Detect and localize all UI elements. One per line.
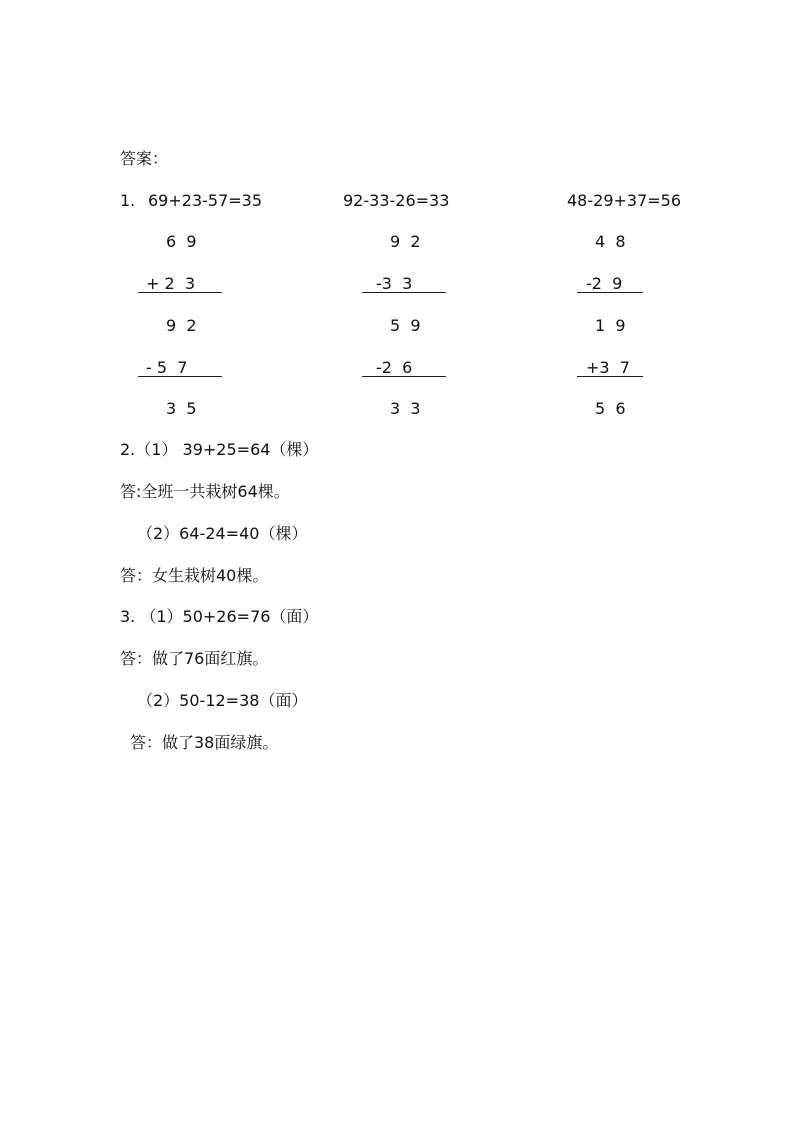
q3-part2-answer: 答：做了38面绿旗。 [130,733,279,752]
col1-line-1 [138,292,222,293]
q1-number: 1. [120,191,136,210]
q1-equation-2: 92-33-26=33 [343,191,450,210]
col2-row4: -2 6 [376,358,413,377]
col1-row4: - 5 7 [146,358,188,377]
col3-row5: 5 6 [595,399,626,418]
col2-row2: -3 3 [376,274,413,293]
col1-row2: + 2 3 [146,274,196,293]
q1-equation-1: 69+23-57=35 [148,191,263,210]
col3-row3: 1 9 [595,316,626,335]
col1-row1: 6 9 [166,232,197,251]
col2-line-2 [362,376,446,377]
q3-part2-equation: （2）50-12=38（面） [137,691,308,710]
q3-part1-answer: 答：做了76面红旗。 [120,649,269,668]
q2-part2-equation: （2）64-24=40（棵） [137,524,308,543]
col3-row1: 4 8 [595,232,626,251]
col1-row3: 9 2 [166,316,197,335]
col1-row5: 3 5 [166,399,197,418]
q2-part1-answer: 答:全班一共栽树64棵。 [120,482,290,501]
answer-header: 答案： [120,149,169,168]
col2-row3: 5 9 [390,316,421,335]
col3-line-1 [577,292,643,293]
q2-part1-equation: 2.（1） 39+25=64（棵） [120,440,319,459]
col2-row1: 9 2 [390,232,421,251]
col3-row4: +3 7 [586,358,630,377]
q3-part1-equation: 3. （1）50+26=76（面） [120,607,319,626]
col2-row5: 3 3 [390,399,421,418]
col1-line-2 [138,376,222,377]
col2-line-1 [362,292,446,293]
col3-line-2 [577,376,643,377]
col3-row2: -2 9 [586,274,623,293]
q1-equation-3: 48-29+37=56 [567,191,682,210]
q2-part2-answer: 答：女生栽树40棵。 [120,566,269,585]
